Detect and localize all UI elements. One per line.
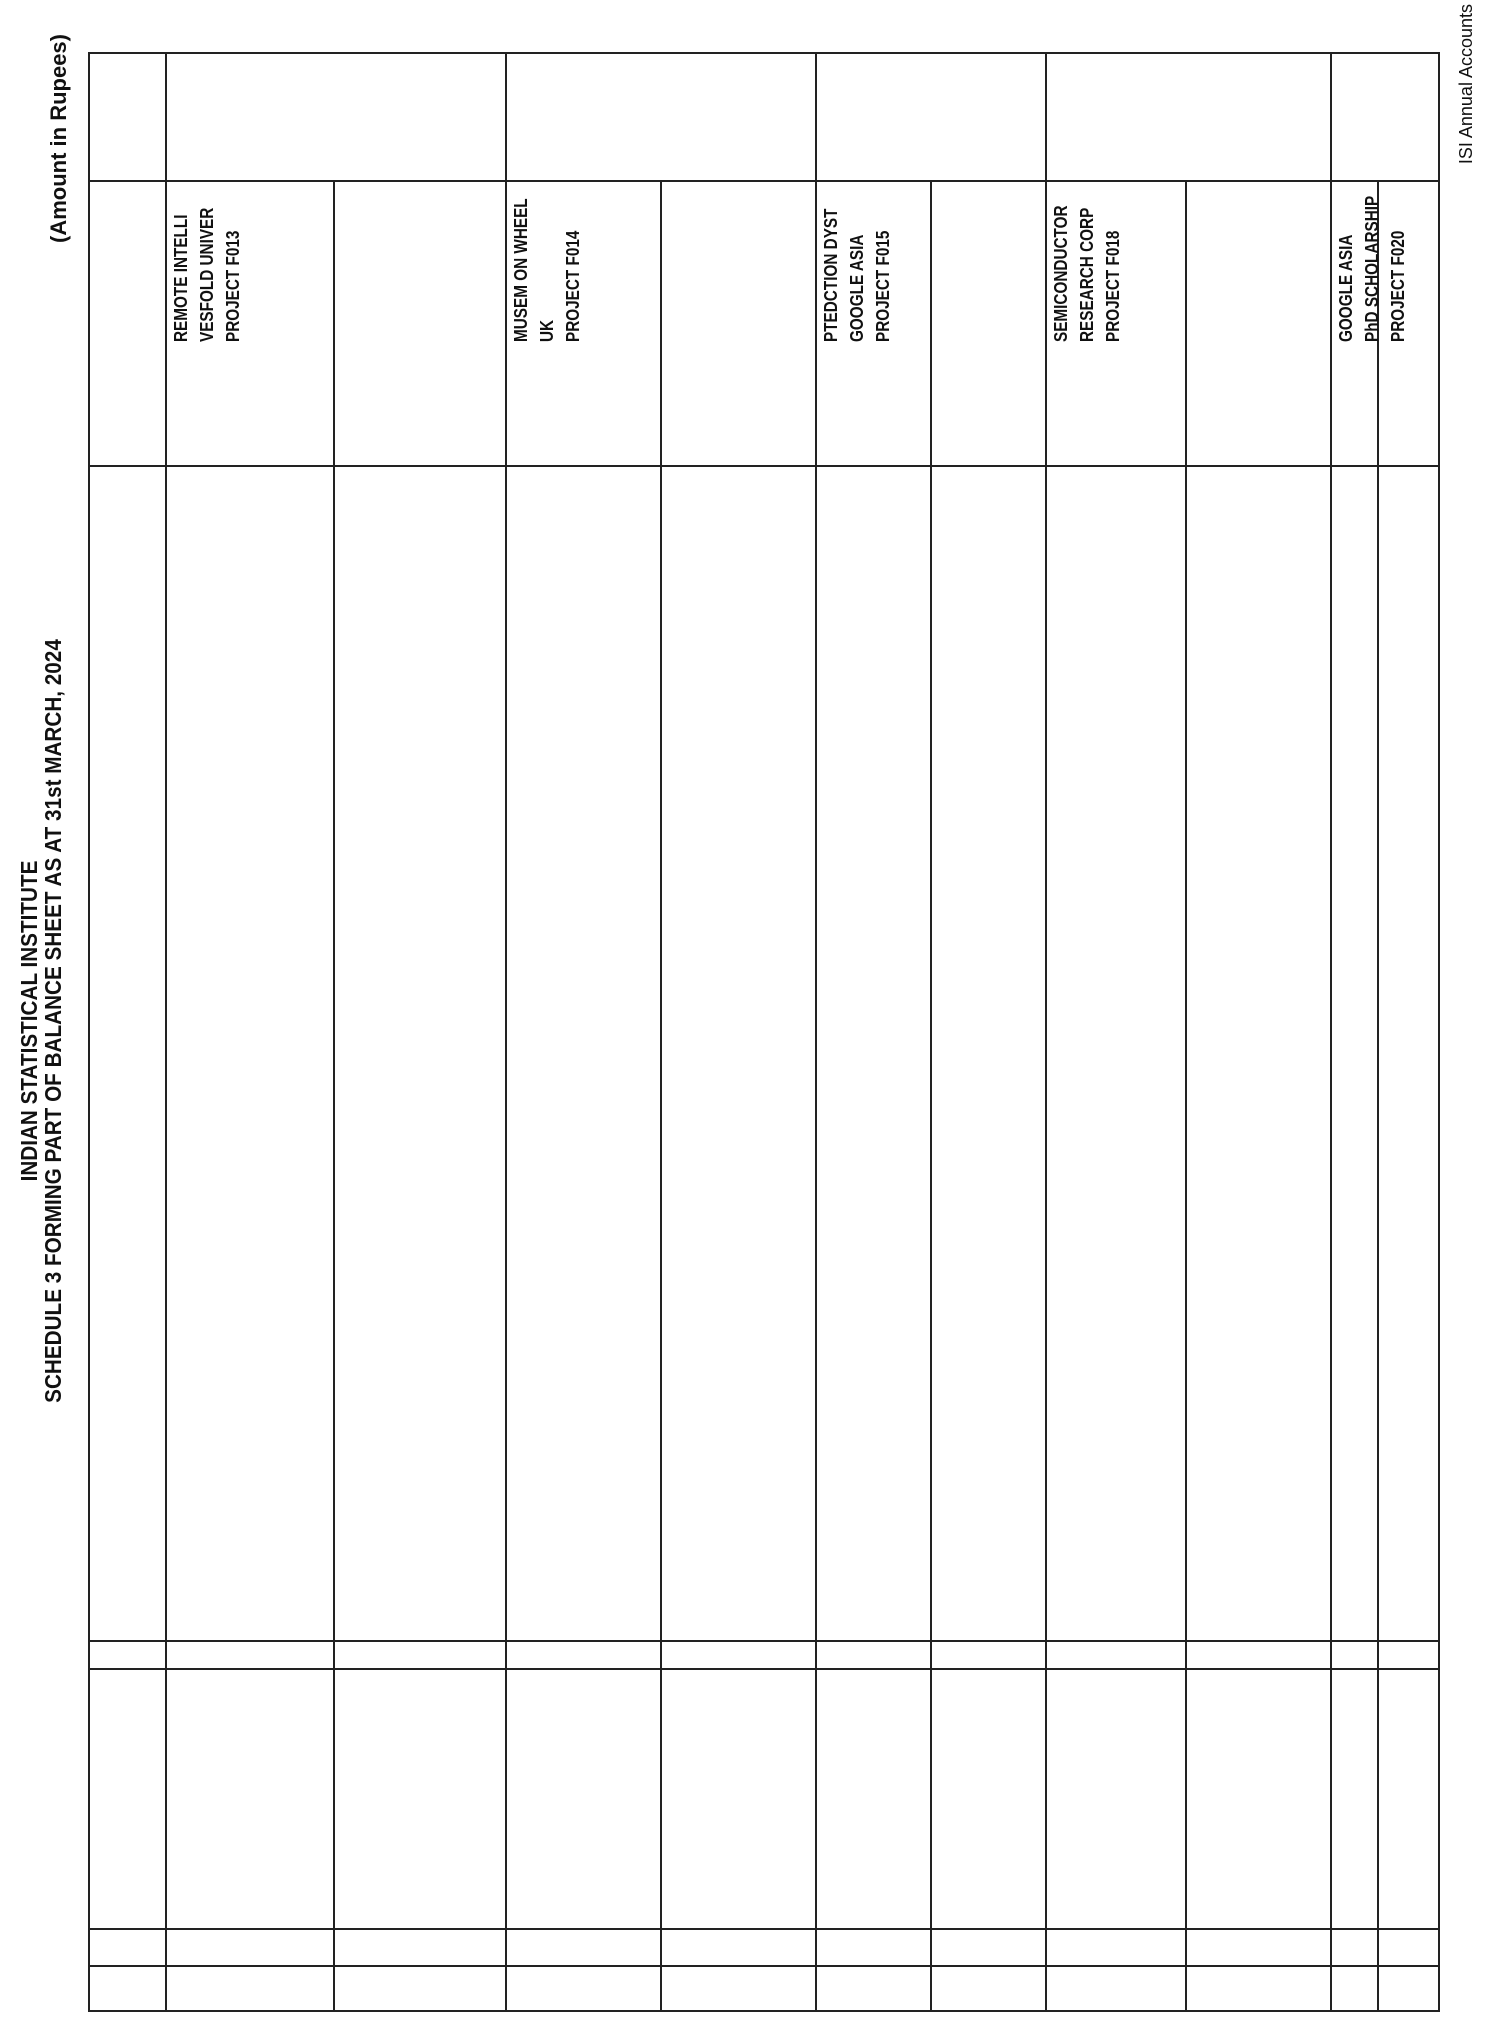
subcolumn-divider <box>1377 182 1379 2012</box>
row-divider <box>88 181 1440 183</box>
project-header-line3: PROJECT F018 <box>1103 230 1123 342</box>
project-header-line1: MUSEM ON WHEEL <box>511 198 531 342</box>
row-divider <box>88 1929 1440 1931</box>
schedule-title: SCHEDULE 3 FORMING PART OF BALANCE SHEET AS AT 31st MARCH, 2024 <box>40 639 66 1403</box>
row-divider <box>88 1641 1440 1643</box>
table-frame <box>88 52 1440 2012</box>
subcolumn-divider <box>660 182 662 2012</box>
column-divider <box>505 52 507 2012</box>
row-divider <box>88 466 1440 468</box>
column-divider <box>165 52 167 2012</box>
subcolumn-divider <box>1185 182 1187 2012</box>
institute-title: INDIAN STATISTICAL INSTITUTE <box>16 860 42 1182</box>
row-divider <box>88 1669 1440 1671</box>
project-header-line3: PROJECT F013 <box>223 230 243 342</box>
row-divider <box>88 1966 1440 1968</box>
project-header-line2: GOOGLE ASIA <box>847 234 867 342</box>
project-header-line3: PROJECT F020 <box>1388 230 1408 342</box>
footer-note: ISI Annual Accounts <box>1456 4 1476 165</box>
amount-unit-note: (Amount in Rupees) <box>46 34 71 243</box>
project-header-line1: GOOGLE ASIA <box>1336 234 1356 342</box>
project-header-line1: REMOTE INTELLI <box>171 214 191 342</box>
project-header-line2: RESEARCH CORP <box>1077 207 1097 342</box>
subcolumn-divider <box>930 182 932 2012</box>
column-divider <box>1045 52 1047 2012</box>
project-header-line2: PhD SCHOLARSHIP <box>1362 195 1382 342</box>
project-header-line3: PROJECT F015 <box>873 230 893 342</box>
project-header-line2: UK <box>537 319 557 342</box>
subcolumn-divider <box>333 182 335 2012</box>
column-divider <box>1330 52 1332 2012</box>
project-header-line2: VESFOLD UNIVER <box>197 207 217 342</box>
column-divider <box>815 52 817 2012</box>
project-header-line1: PTEDCTION DYST <box>821 208 841 342</box>
project-header-line3: PROJECT F014 <box>563 230 583 342</box>
project-header-line1: SEMICONDUCTOR <box>1051 205 1071 342</box>
